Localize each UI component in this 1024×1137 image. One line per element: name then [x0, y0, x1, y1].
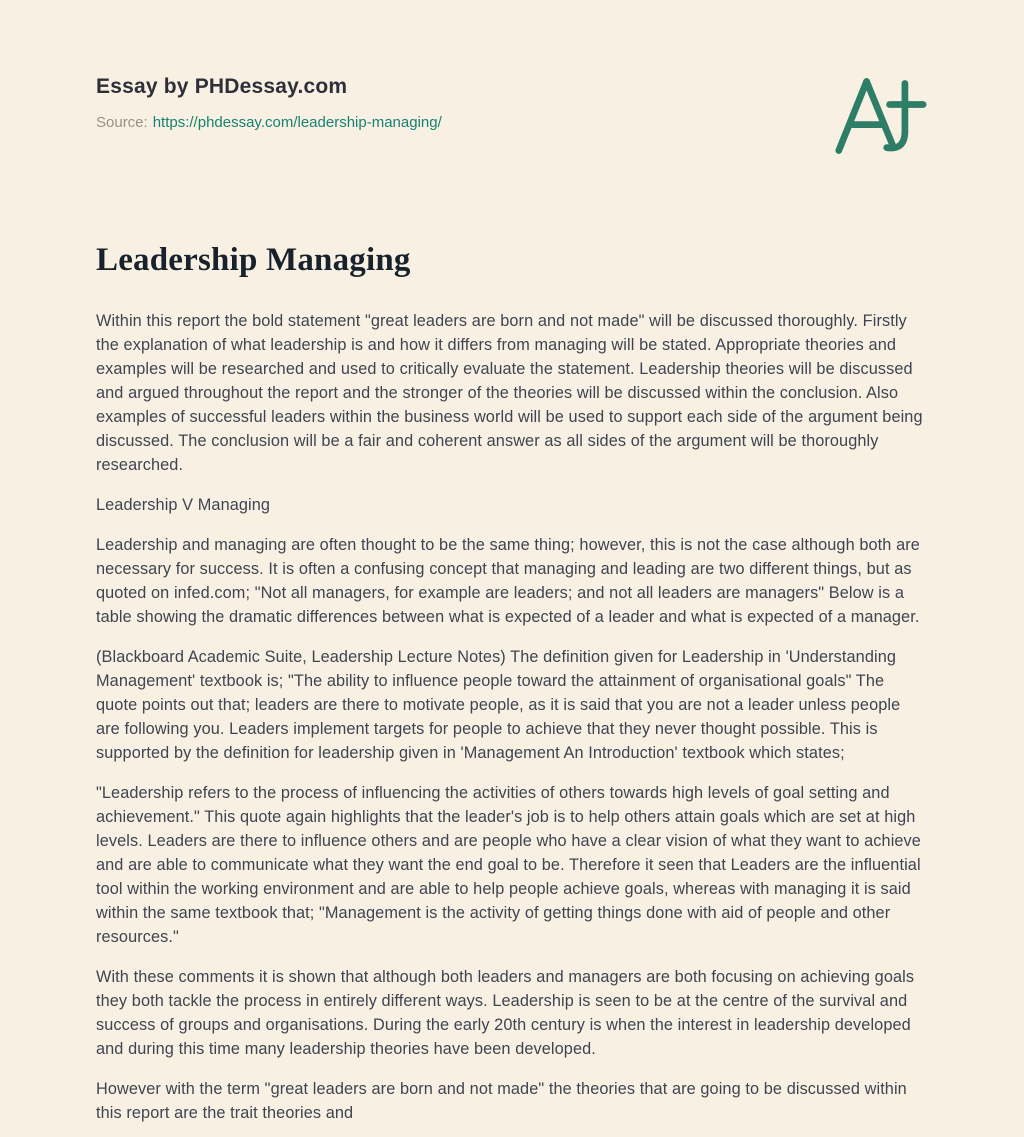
header-text-block [96, 74, 442, 133]
source-link[interactable]: https://phdessay.com/leadership-managing/ [152, 114, 442, 132]
essay-title: Leadership Managing [96, 242, 411, 278]
essay-paragraph: (Blackboard Academic Suite, Leadership Lecture Notes) The definition given for Leadership in 'Understanding Management' textbook is; "The ability to influence people toward the attainment of organisational goals" The quote points out that; leaders are there to motivate people, as it is said that you are not a leader unless people are following you. Leaders implement targets for people to achieve that they never thought possible. This is supported by the definition for leadership given in 'Management An Introduction' textbook which states; [96, 648, 901, 762]
page-header [96, 74, 928, 162]
essay-paragraph: Leadership V Managing [96, 496, 271, 514]
essay-paragraph: Within this report the bold statement "great leaders are born and not made" will be discussed thoroughly. Firstly the explanation of what leadership is and how it differs from managing will be stated. Appropriate theories and examples will be researched and used to critically evaluate the statement. Leadership theories will be discussed and argued throughout the report and the stronger of the theories will be discussed within the conclusion. Also examples of successful leaders within the business world will be used to support each side of the argument being discussed. The conclusion will be a fair and coherent answer as all sides of the argument will be thoroughly researched. [96, 312, 923, 474]
essay-paragraph: With these comments it is shown that although both leaders and managers are both focusing on achieving goals they both tackle the process in entirely different ways. Leadership is seen to be at the centre of the survival and success of groups and organisations. During the early 20th century is when the interest in leadership developed and during this time many leadership theories have been developed. [96, 968, 915, 1058]
essay-paragraph: "Leadership refers to the process of influencing the activities of others towards high levels of goal setting and achievement." This quote again highlights that the leader's job is to help others attain goals which are set at high levels. Leaders are there to influence others and are people who have a clear vision of what they want to achieve and are able to communicate what they want the end goal to be. Therefore it seen that Leaders are the influential tool within the working environment and are able to help people achieve goals, whereas with managing it is said within the same textbook that; "Management is the activity of getting things done with aid of people and other resources." [96, 784, 921, 946]
essay-paragraph: Leadership and managing are often thought to be the same thing; however, this is not the case although both are necessary for success. It is often a confusing concept that managing and leading are two different things, but as quoted on infed.com; "Not all managers, for example are leaders; and not all leaders are managers" Below is a table showing the dramatic differences between what is expected of a leader and what is expected of a manager. [96, 536, 920, 626]
essay-main [96, 242, 928, 1125]
brand-title: Essay by PHDessay.com [96, 75, 348, 98]
source-label: Source: [96, 114, 148, 132]
essay-paragraph: However with the term "great leaders are born and not made" the theories that are going to be discussed within this report are the trait theories and [96, 1080, 907, 1122]
source-line [96, 112, 442, 133]
essay-body [96, 309, 928, 1125]
phdessay-logo-icon [832, 70, 928, 162]
